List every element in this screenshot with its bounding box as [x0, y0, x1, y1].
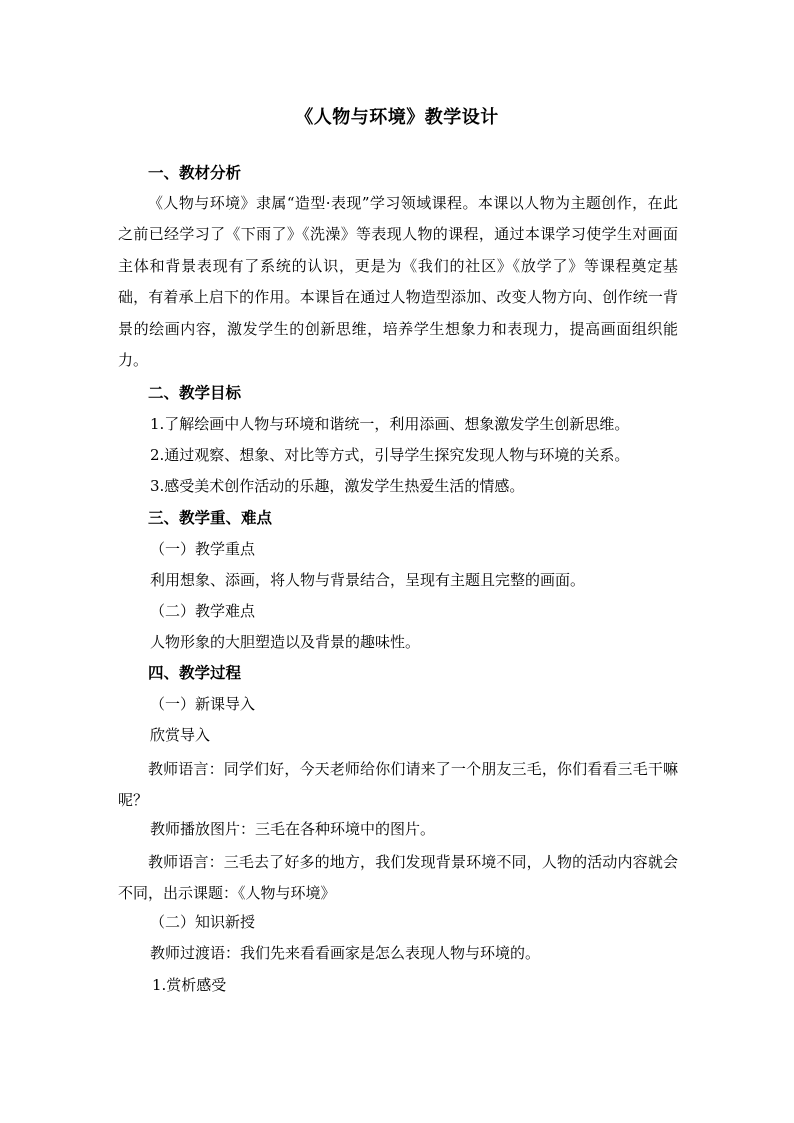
subheading-difficulty: （二）教学难点	[150, 602, 256, 620]
teacher-action-1: 教师播放图片：三毛在各种环境中的图片。	[150, 820, 436, 838]
intro-text: 欣赏导入	[150, 726, 211, 744]
document-title: 《人物与环境》教学设计	[295, 107, 499, 128]
materials-paragraph: 《人物与环境》隶属“造型·表现”学习领域课程。本课以人物为主题创作，在此之前已经学习了《下雨了》《洗澡》等表现人物的课程，通过本课学习使学生对画面主体和背景表现有了系统的认识，更是为《我们的社区》《放学了》等课程奠定基础，有着承上启下的作用。本课旨在通过人物造型添加、改变人物方向、创作统一背景的绘画内容，激发学生的创新思维，培养学生想象力和表现力，提高画面组织能力。	[118, 194, 678, 370]
teacher-speech-1: 教师语言：同学们好，今天老师给你们请来了一个朋友三毛，你们看看三毛干嘛呢？	[118, 760, 678, 810]
section-heading-materials: 一、教材分析	[148, 163, 242, 182]
section-heading-goals: 二、教学目标	[148, 383, 242, 402]
subheading-new-knowledge: （二）知识新授	[150, 913, 256, 931]
section-heading-process: 四、教学过程	[148, 663, 242, 682]
section-heading-key-points: 三、教学重、难点	[148, 508, 273, 527]
subheading-key-point: （一）教学重点	[150, 540, 256, 558]
key-point-text: 利用想象、添画，将人物与背景结合，呈现有主题且完整的画面。	[150, 571, 586, 589]
goal-item-3: 3.感受美术创作活动的乐趣，激发学生热爱生活的情感。	[150, 477, 525, 495]
step-item-1: 1.赏析感受	[152, 976, 227, 994]
difficulty-text: 人物形象的大胆塑造以及背景的趣味性。	[150, 633, 421, 651]
teacher-transition: 教师过渡语：我们先来看看画家是怎么表现人物与环境的。	[150, 944, 541, 962]
subheading-intro: （一）新课导入	[150, 695, 256, 713]
goal-item-1: 1.了解绘画中人物与环境和谐统一，利用添画、想象激发学生创新思维。	[150, 415, 630, 433]
goal-item-2: 2.通过观察、想象、对比等方式，引导学生探究发现人物与环境的关系。	[150, 446, 630, 464]
teacher-speech-2: 教师语言：三毛去了好多的地方，我们发现背景环境不同，人物的活动内容就会不同，出示课题：《人物与环境》	[118, 853, 678, 903]
